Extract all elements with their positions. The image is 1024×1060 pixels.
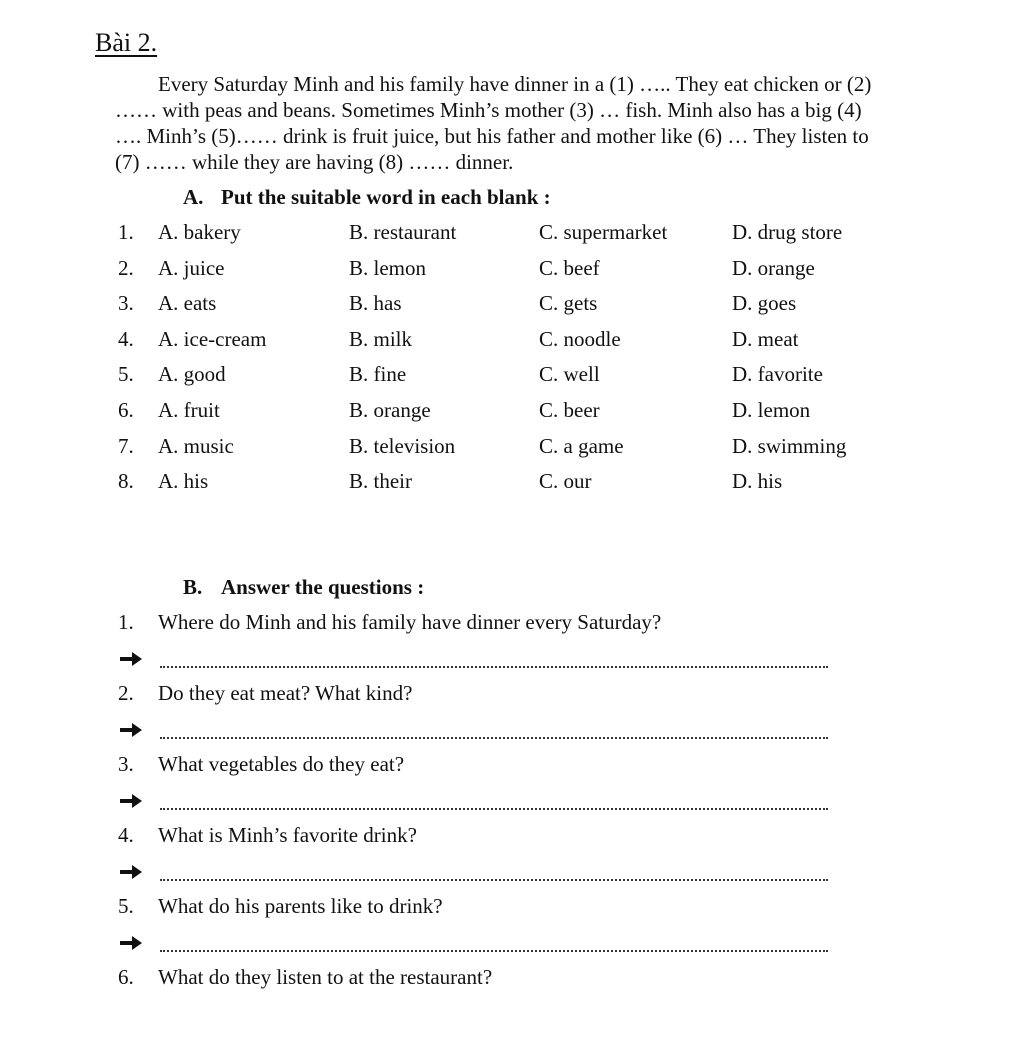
answer-blank[interactable] (160, 808, 828, 810)
passage-line: …… with peas and beans. Sometimes Minh’s mother (3) … fish. Minh also has a big (4) (115, 98, 862, 122)
choice-number: 7. (118, 433, 134, 458)
question-item (118, 681, 838, 752)
answer-blank[interactable] (160, 666, 828, 668)
option-b: B. orange (349, 397, 431, 422)
option-d: D. swimming (732, 433, 847, 458)
option-c: C. beer (539, 397, 600, 422)
option-b: B. milk (349, 326, 413, 351)
passage-line: (7) …… while they are having (8) …… dinner. (115, 150, 514, 174)
option-d: D. his (732, 469, 783, 494)
question-number: 2. (118, 681, 134, 705)
option-a: A. good (158, 362, 226, 387)
question-label: What is Minh’s favorite drink? (158, 823, 417, 847)
option-b: B. their (349, 469, 412, 494)
answer-line (118, 858, 838, 886)
question-item (118, 894, 838, 965)
option-c: C. beef (539, 255, 600, 280)
question-list (118, 610, 838, 1036)
question-label: What do they listen to at the restaurant? (158, 965, 493, 989)
section-b-heading (183, 575, 424, 600)
option-c: C. gets (539, 291, 598, 316)
question-label: What vegetables do they eat? (158, 752, 405, 776)
option-c: C. supermarket (539, 220, 668, 244)
option-a: A. his (158, 469, 209, 494)
option-d: D. favorite (732, 362, 823, 387)
option-c: C. our (539, 469, 592, 494)
answer-blank[interactable] (160, 950, 828, 952)
passage-line: …. Minh’s (5)…… drink is fruit juice, but his father and mother like (6) … They listen to (115, 124, 869, 148)
choice-number: 6. (118, 397, 134, 422)
option-b: B. restaurant (349, 220, 457, 244)
option-d: D. orange (732, 255, 815, 280)
question-number: 6. (118, 965, 134, 989)
option-c: C. well (539, 362, 600, 387)
option-d: D. drug store (732, 220, 843, 244)
passage-line: Every Saturday Minh and his family have dinner in a (1) ….. They eat chicken or (2) (158, 72, 872, 96)
option-c: C. noodle (539, 326, 621, 351)
section-b-label: B. (183, 575, 203, 599)
option-d: D. lemon (732, 397, 811, 422)
option-a: A. juice (158, 255, 225, 280)
choice-number: 5. (118, 362, 134, 387)
right-arrow-icon (118, 862, 144, 882)
choice-number: 1. (118, 220, 134, 244)
question-number: 4. (118, 823, 134, 847)
question-item (118, 965, 838, 1036)
option-b: B. lemon (349, 255, 426, 280)
right-arrow-icon (118, 649, 144, 669)
section-b-title: Answer the questions : (221, 575, 425, 599)
section-a-label: A. (183, 185, 204, 209)
question-label: Do they eat meat? What kind? (158, 681, 413, 705)
right-arrow-icon (118, 720, 144, 740)
right-arrow-icon (118, 791, 144, 811)
option-d: D. goes (732, 291, 797, 316)
option-a: A. ice-cream (158, 326, 267, 351)
option-d: D. meat (732, 326, 799, 351)
choice-number: 3. (118, 291, 134, 316)
exercise-title: Bài 2. (95, 28, 158, 57)
answer-line (118, 645, 838, 673)
question-item (118, 752, 838, 823)
question-text (118, 752, 404, 777)
option-a: A. music (158, 433, 234, 458)
section-a-heading (183, 185, 551, 210)
reading-passage (115, 71, 1015, 175)
answer-line (118, 787, 838, 815)
section-a-title: Put the suitable word in each blank : (221, 185, 551, 209)
answer-blank[interactable] (160, 737, 828, 739)
question-text (118, 894, 443, 919)
option-c: C. a game (539, 433, 624, 458)
question-item (118, 610, 838, 681)
question-text (118, 610, 661, 635)
option-a: A. fruit (158, 397, 220, 422)
question-text (118, 681, 412, 706)
option-b: B. fine (349, 362, 407, 387)
option-a: A. bakery (158, 220, 241, 244)
question-label: Where do Minh and his family have dinner every Saturday? (158, 610, 662, 634)
option-b: B. television (349, 433, 456, 458)
choice-number: 8. (118, 469, 134, 494)
question-text (118, 965, 492, 990)
question-number: 5. (118, 894, 134, 918)
right-arrow-icon (118, 933, 144, 953)
option-a: A. eats (158, 291, 217, 316)
answer-blank[interactable] (160, 879, 828, 881)
question-item (118, 823, 838, 894)
question-number: 1. (118, 610, 134, 634)
choice-number: 2. (118, 255, 134, 280)
question-text (118, 823, 417, 848)
question-number: 3. (118, 752, 134, 776)
choice-number: 4. (118, 326, 134, 351)
answer-line (118, 716, 838, 744)
answer-line (118, 929, 838, 957)
option-b: B. has (349, 291, 402, 316)
question-label: What do his parents like to drink? (158, 894, 443, 918)
